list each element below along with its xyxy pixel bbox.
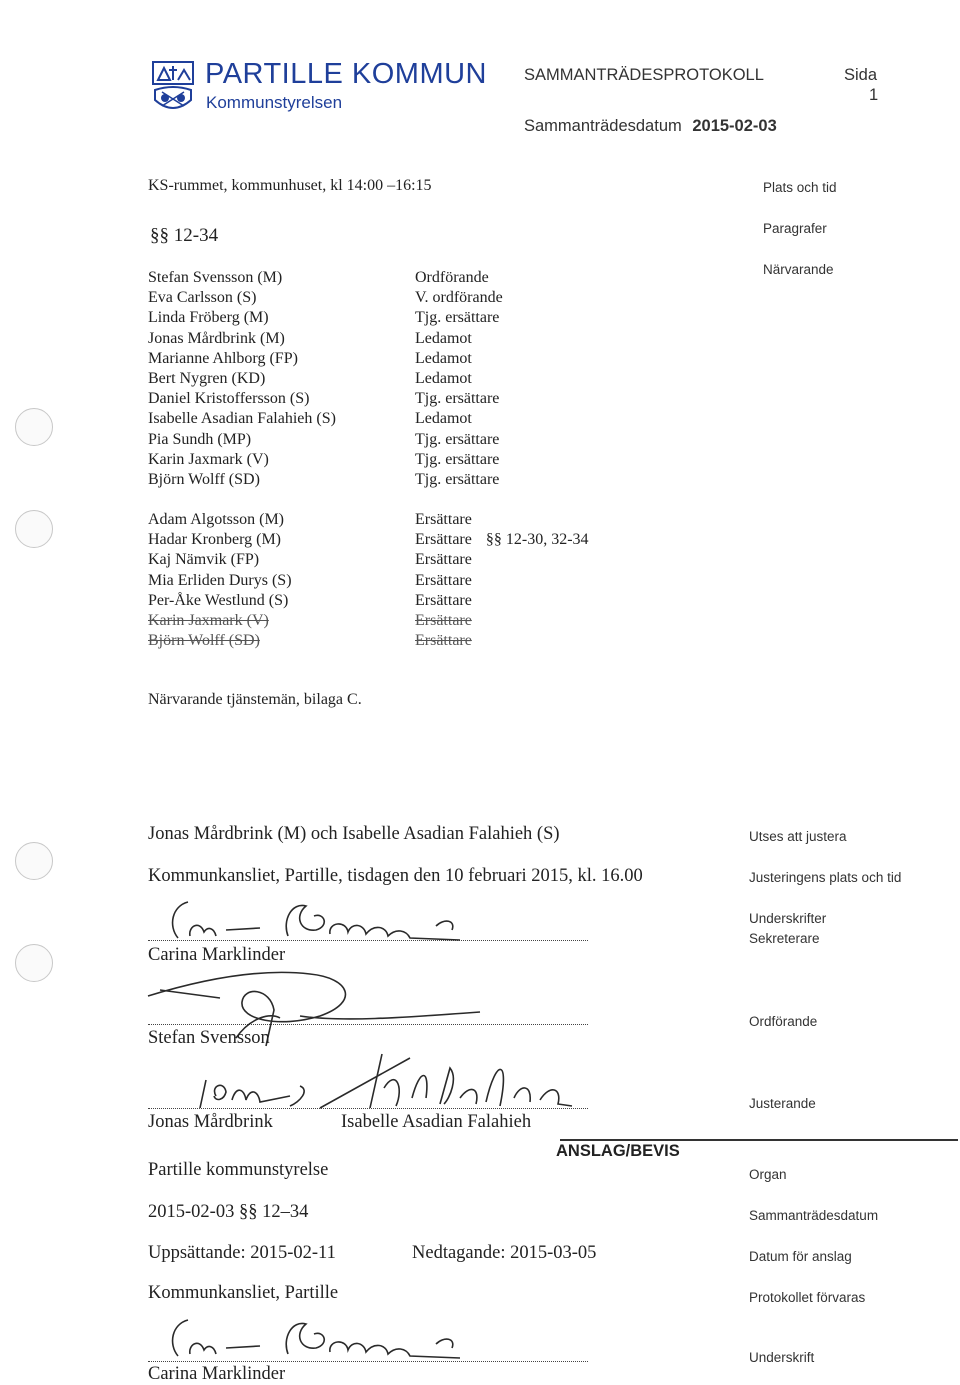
member-role: Tjg. ersättare [415, 430, 500, 448]
label-appointed: Utses att justera [749, 829, 847, 844]
substitute-name: Mia Erliden Durys (S) [148, 571, 292, 589]
label-signature: Underskrift [749, 1350, 815, 1365]
meeting-paragraphs: §§ 12-34 [150, 225, 219, 246]
label-organ: Organ [749, 1167, 787, 1182]
substitute-name: Kaj Nämvik (FP) [148, 551, 260, 569]
member-name: Bert Nygren (KD) [148, 370, 266, 388]
substitute-note: §§ 12-30, 32-34 [485, 531, 589, 549]
substitute-role: Ersättare [415, 551, 472, 569]
substitute-role: Ersättare [415, 591, 472, 609]
label-posting-date: Datum för anslag [749, 1249, 852, 1264]
substitute-role: Ersättare [415, 531, 472, 549]
substitute-role-struck: Ersättare [415, 632, 472, 650]
member-role: Tjg. ersättare [415, 450, 500, 468]
substitute-role-struck: Ersättare [415, 612, 472, 630]
notice-posted: Uppsättande: 2015-02-11 [148, 1243, 336, 1263]
substitute-name: Hadar Kronberg (M) [148, 531, 281, 549]
member-name: Pia Sundh (MP) [148, 430, 252, 448]
notice-organ: Partille kommunstyrelse [148, 1160, 329, 1180]
label-location: Plats och tid [763, 180, 837, 195]
punch-hole [15, 842, 53, 880]
member-name: Karin Jaxmark (V) [148, 450, 269, 468]
document-type: SAMMANTRÄDESPROTOKOLL [524, 66, 764, 84]
chair-name: Stefan Svensson [148, 1028, 270, 1048]
member-name: Björn Wolff (SD) [148, 471, 260, 489]
member-role: Ledamot [415, 349, 472, 367]
adjuster-2-name: Isabelle Asadian Falahieh [341, 1112, 532, 1132]
member-role: Ledamot [415, 370, 472, 388]
substitute-name: Per-Åke Westlund (S) [148, 591, 289, 609]
member-names [148, 268, 336, 490]
adjuster-1-name: Jonas Mårdbrink [148, 1112, 273, 1132]
substitute-roles [415, 510, 589, 651]
substitute-role-row [415, 530, 589, 550]
label-secretary: Sekreterare [749, 931, 820, 946]
meeting-location: KS-rummet, kommunhuset, kl 14:00 –16:15 [148, 177, 432, 194]
page-label: Sida [844, 66, 878, 84]
meeting-date [524, 117, 777, 136]
member-role: Ledamot [415, 410, 472, 428]
member-role: Ordförande [415, 269, 489, 286]
label-present: Närvarande [763, 262, 834, 277]
member-name: Stefan Svensson (M) [148, 269, 283, 286]
label-chair: Ordförande [749, 1014, 818, 1029]
label-meeting-date: Sammanträdesdatum [749, 1208, 879, 1223]
punch-hole [15, 944, 53, 982]
member-role: Tjg. ersättare [415, 309, 500, 327]
notice-removed: Nedtagande: 2015-03-05 [412, 1243, 597, 1263]
adjusting-persons: Jonas Mårdbrink (M) och Isabelle Asadian Falahieh (S) [148, 824, 560, 844]
substitute-name: Adam Algotsson (M) [148, 511, 284, 528]
member-name: Daniel Kristoffersson (S) [148, 390, 310, 408]
page-number: 1 [869, 86, 879, 104]
member-roles [415, 268, 503, 490]
officials-note: Närvarande tjänstemän, bilaga C. [148, 691, 362, 708]
notice-heading: ANSLAG/BEVIS [556, 1142, 680, 1160]
notice-archive-place: Kommunkansliet, Partille [148, 1283, 339, 1303]
adjusting-place-time: Kommunkansliet, Partille, tisdagen den 10 februari 2015, kl. 16.00 [148, 866, 643, 886]
member-name: Eva Carlsson (S) [148, 289, 257, 307]
notice-signer-name: Carina Marklinder [148, 1364, 286, 1384]
member-name: Linda Fröberg (M) [148, 309, 269, 327]
substitute-role: Ersättare [415, 511, 472, 528]
substitute-name-struck: Björn Wolff (SD) [148, 632, 260, 650]
member-role: Ledamot [415, 329, 472, 347]
label-paragraphs: Paragrafer [763, 221, 827, 236]
meeting-date-label: Sammanträdesdatum [524, 117, 682, 135]
punch-hole [15, 510, 53, 548]
secretary-name: Carina Marklinder [148, 945, 286, 965]
label-archive: Protokollet förvaras [749, 1290, 866, 1305]
member-role: Tjg. ersättare [415, 471, 500, 489]
substitute-role: Ersättare [415, 571, 472, 589]
substitute-names [148, 510, 292, 651]
coat-of-arms-icon [150, 60, 196, 116]
member-role: V. ordförande [415, 289, 503, 307]
label-adjuster: Justerande [749, 1096, 816, 1111]
member-name: Jonas Mårdbrink (M) [148, 329, 285, 347]
punch-hole [15, 408, 53, 446]
label-adjust-place: Justeringens plats och tid [749, 870, 902, 885]
member-name: Marianne Ahlborg (FP) [148, 349, 298, 367]
member-role: Tjg. ersättare [415, 390, 500, 408]
municipality-logo [150, 60, 196, 116]
logo-subtitle: Kommunstyrelsen [206, 93, 343, 112]
notice-divider [560, 1139, 958, 1141]
substitute-name-struck: Karin Jaxmark (V) [148, 612, 269, 630]
label-signatures: Underskrifter [749, 911, 827, 926]
member-name: Isabelle Asadian Falahieh (S) [148, 410, 336, 428]
notice-meeting-ref: 2015-02-03 §§ 12–34 [148, 1202, 309, 1222]
meeting-date-value: 2015-02-03 [692, 117, 777, 135]
logo-title: PARTILLE KOMMUN [205, 58, 487, 90]
